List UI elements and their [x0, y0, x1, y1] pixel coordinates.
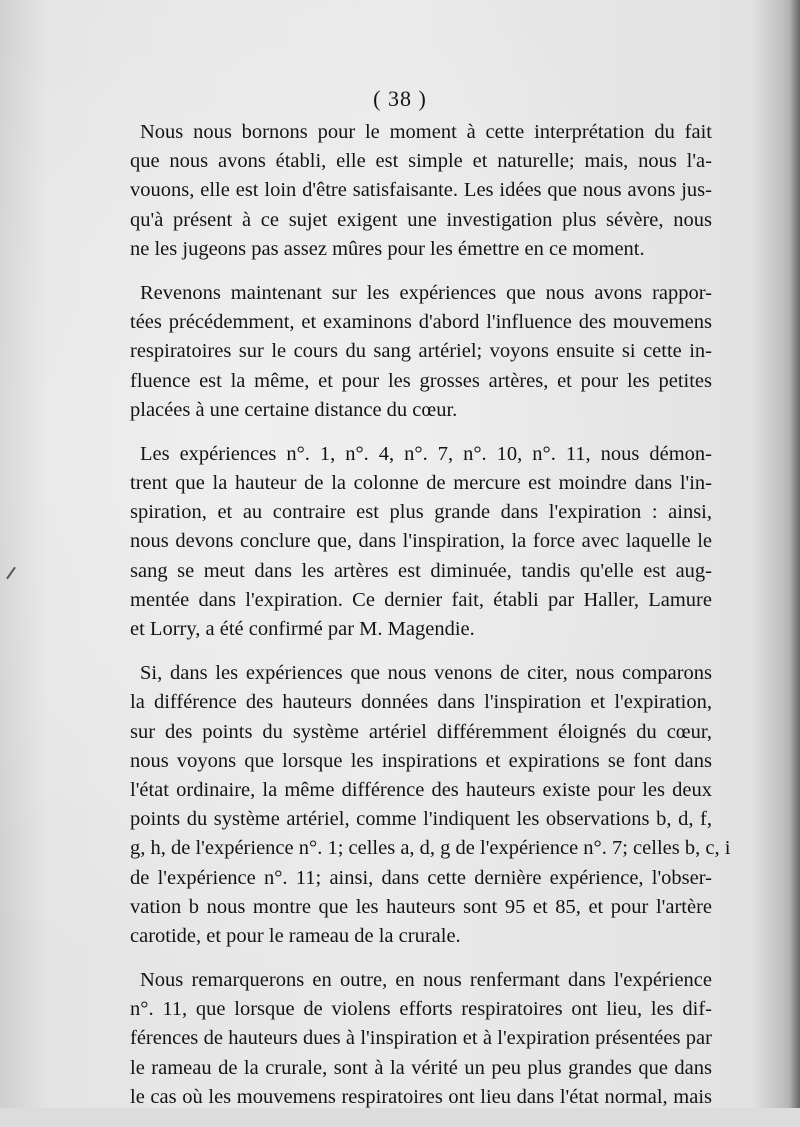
text-line: spiration, et au contraire est plus grande dans l'expiration : ainsi,: [130, 501, 712, 524]
text-line: vouons, elle est loin d'être satisfaisante. Les idées que nous avons jus-: [130, 179, 712, 202]
page-number: ( 38 ): [373, 86, 427, 111]
text-line: trent que la hauteur de la colonne de mercure est moindre dans l'in-: [130, 472, 712, 495]
text-line: Nous nous bornons pour le moment à cette interprétation du fait: [140, 121, 712, 143]
text-line: Les expériences n°. 1, n°. 4, n°. 7, n°. 10, n°. 11, nous démon-: [140, 442, 712, 465]
text-line: fluence est la même, et pour les grosses artères, et pour les petites: [130, 369, 712, 392]
text-line: l'état ordinaire, la même différence des hauteurs existe pour les deux: [130, 778, 712, 801]
text-line: points du système artériel, comme l'indiquent les observations b, d, f,: [130, 808, 712, 831]
text-line: sang se meut dans les artères est diminuée, tandis qu'elle est aug-: [130, 559, 712, 582]
margin-pencil-mark: [6, 567, 16, 580]
text-line: nous voyons que lorsque les inspirations et expirations se font dans: [130, 749, 712, 772]
text-line: Revenons maintenant sur les expériences que nous avons rappor-: [140, 281, 712, 304]
text-line: de l'expérience n°. 11; ainsi, dans cette dernière expérience, l'obser-: [130, 866, 712, 889]
text-line: g, h, de l'expérience n°. 1; celles a, d, g de l'expérience n°. 7; celles b, c, i: [130, 837, 731, 860]
text-line: la différence des hauteurs données dans l'inspiration et l'expiration,: [130, 691, 712, 714]
text-line: mentée dans l'expiration. Ce dernier fait, établi par Haller, Lamure: [130, 588, 712, 611]
paragraph-3: [130, 440, 712, 644]
page-edge-shadow: [790, 0, 800, 1108]
text-line: qu'à présent à ce sujet exigent une investigation plus sévère, nous: [130, 208, 712, 231]
text-line: ne les jugeons pas assez mûres pour les émettre en ce moment.: [130, 237, 645, 260]
paragraph-5: [130, 966, 712, 1112]
paragraph-4: [130, 659, 731, 951]
paragraph-1: [130, 118, 712, 264]
text-line: le cas où les mouvemens respiratoires ont lieu dans l'état normal, mais: [130, 1085, 712, 1108]
body-text: [130, 118, 731, 1127]
text-line: le rameau de la crurale, sont à la vérité un peu plus grandes que dans: [130, 1056, 712, 1079]
text-line: Si, dans les expériences que nous venons de citer, nous comparons: [140, 662, 712, 685]
text-line: n°. 11, que lorsque de violens efforts respiratoires ont lieu, les dif-: [130, 998, 712, 1021]
text-line: Nous remarquerons en outre, en nous renfermant dans l'expérience: [140, 969, 712, 992]
paragraph-2: [130, 279, 712, 425]
text-line: nous devons conclure que, dans l'inspiration, la force avec laquelle le: [130, 530, 712, 553]
text-line: placées à une certaine distance du cœur.: [130, 398, 458, 421]
text-line: vation b nous montre que les hauteurs sont 95 et 85, et pour l'artère: [130, 895, 712, 918]
text-line: que nous avons établi, elle est simple et naturelle; mais, nous l'a-: [130, 150, 712, 173]
text-line: férences de hauteurs dues à l'inspiration et à l'expiration présentées par: [130, 1027, 712, 1050]
text-line: et Lorry, a été confirmé par M. Magendie.: [130, 618, 475, 640]
text-line: respiratoires sur le cours du sang artériel; voyons ensuite si cette in-: [130, 340, 712, 363]
text-line: sur des points du système artériel différemment éloignés du cœur,: [130, 720, 712, 743]
text-line: tées précédemment, et examinons d'abord l'influence des mouvemens: [130, 311, 712, 334]
text-line: carotide, et pour le rameau de la crurale.: [130, 924, 461, 947]
